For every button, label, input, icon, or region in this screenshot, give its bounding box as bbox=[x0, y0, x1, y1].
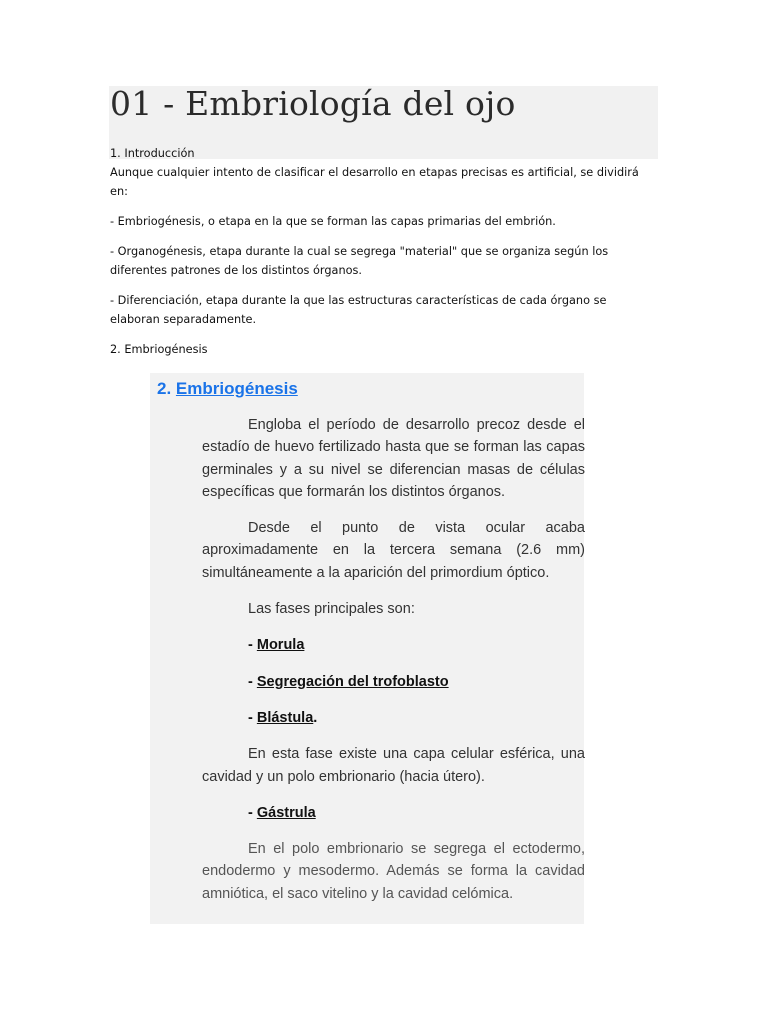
phase-gastrula-label: Gástrula bbox=[256, 804, 316, 821]
card-body bbox=[202, 414, 585, 919]
intro-heading: 1. Introducción bbox=[110, 147, 195, 160]
card-heading bbox=[157, 379, 298, 399]
phase-prefix: - bbox=[248, 637, 257, 654]
intro-paragraph: Aunque cualquier intento de clasificar el desarrollo en etapas precisas es artificial, se dividirá en: bbox=[110, 166, 639, 198]
phase-prefix: - bbox=[248, 673, 257, 690]
page-title: 01 - Embriología del ojo bbox=[110, 84, 516, 123]
section-heading-embriogenesis: 2. Embriogénesis bbox=[110, 343, 208, 356]
phase-blastula-label: Blástula bbox=[256, 709, 314, 726]
phase-trofoblasto-label: Segregación del trofoblasto bbox=[256, 673, 449, 690]
phase-blastula bbox=[202, 707, 585, 729]
phase-blastula-suffix: . bbox=[313, 709, 318, 726]
intro-section bbox=[110, 144, 655, 359]
phases-lead: Las fases principales son: bbox=[248, 601, 415, 618]
blastula-description: En esta fase existe una capa celular esférica, una cavidad y un polo embrionario (hacia útero). bbox=[202, 746, 585, 785]
card-heading-link[interactable]: Embriogénesis bbox=[175, 379, 298, 398]
card-heading-number: 2. bbox=[157, 379, 172, 398]
intro-item-embriogenesis: - Embriogénesis, o etapa en la que se forman las capas primarias del embrión. bbox=[110, 215, 556, 228]
phase-gastrula bbox=[202, 802, 585, 824]
card-paragraph: Engloba el período de desarrollo precoz desde el estadío de huevo fertilizado hasta que se forman las capas germinales y a su nivel se diferencian masas de células específicas que formarán los distintos órganos. bbox=[202, 417, 585, 500]
phase-trofoblasto bbox=[202, 671, 585, 693]
phase-morula bbox=[202, 634, 585, 656]
card-paragraph: Desde el punto de vista ocular acaba aproximadamente en la tercera semana (2.6 mm) simultáneamente a la aparición del primordium óptico. bbox=[202, 520, 585, 581]
intro-item-organogenesis: - Organogénesis, etapa durante la cual se segrega "material" que se organiza según los diferentes patrones de los distintos órganos. bbox=[110, 245, 609, 277]
phase-prefix: - bbox=[248, 804, 257, 821]
phase-morula-label: Morula bbox=[256, 637, 305, 654]
gastrula-description: En el polo embrionario se segrega el ectodermo, endodermo y mesodermo. Además se forma la cavidad amniótica, el saco vitelino y la cavidad celómica. bbox=[202, 841, 585, 902]
phase-prefix: - bbox=[248, 709, 257, 726]
intro-item-diferenciacion: - Diferenciación, etapa durante la que las estructuras características de cada órgano se elaboran separadamente. bbox=[110, 294, 607, 326]
